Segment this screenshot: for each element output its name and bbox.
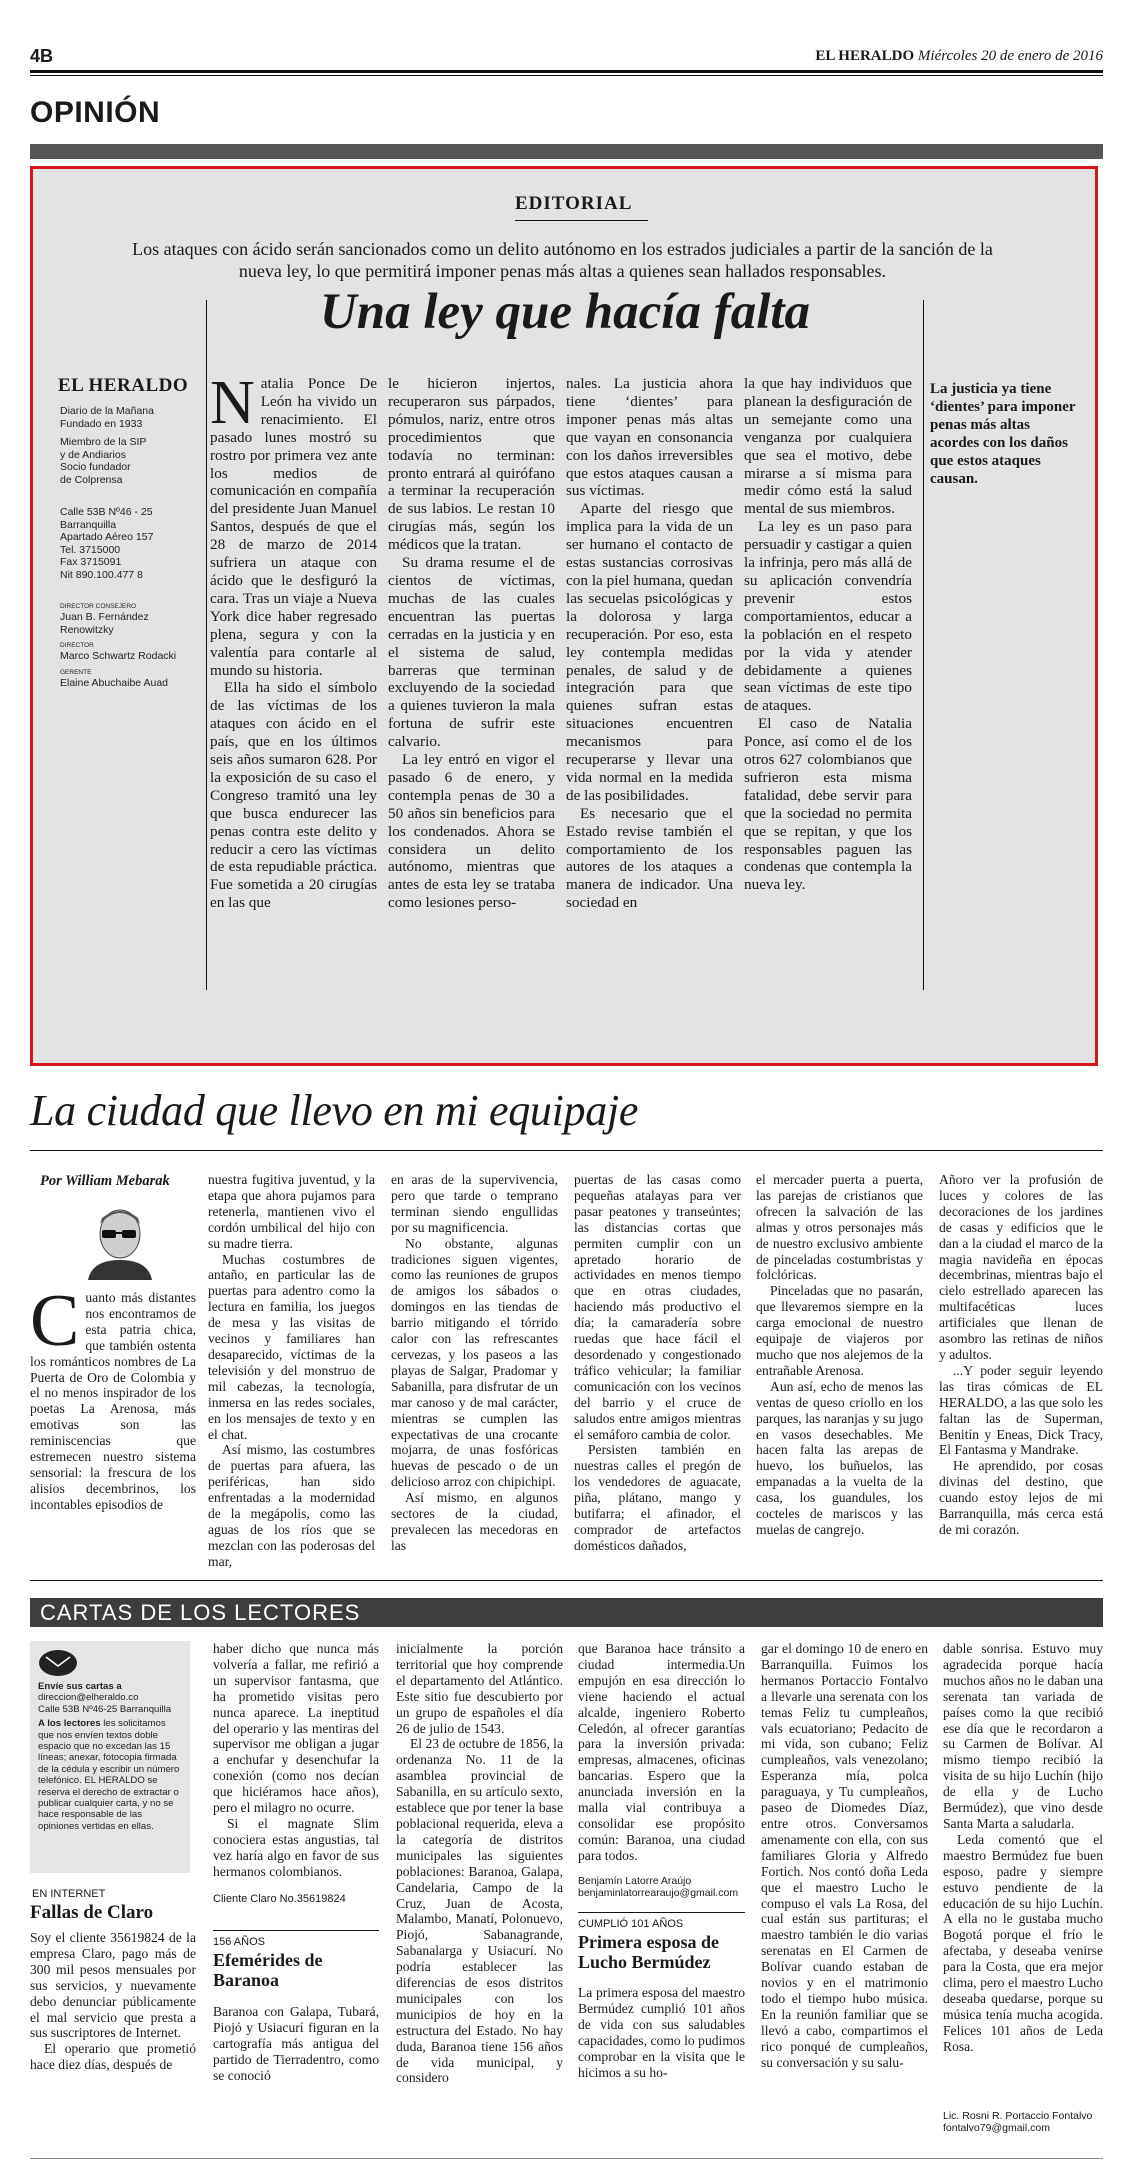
paragraph: haber dicho que nunca más volvería a fallar, me refirió a un supervisor fantasma, que ha prometido visitas pero nunca aparece. La ineptitud del operario y las mentiras del supervisor me obligan a jugar a enchufar y desenchufar la conexión (como nos decían que hiciéramos hace años), pero el milagro no ocurre. <box>213 1641 379 1816</box>
staff-name: Juan B. Fernández Renowitzky <box>60 611 149 636</box>
paragraph: atalia Ponce De León ha vivido un renacimiento. El pasado lunes mostró su rostro por primera vez ante los medios de comunicación en compañía del presidente Juan Manuel Santos, después de que el 28 de marzo de 2014 sufriera un ataque con ácido que le desfiguró la cara. Tras un viaje a Nueva York dice haber regresado plena, segura y con la valentía para contarle al mundo su historia. <box>210 375 377 679</box>
letter3-signature <box>943 2110 1092 2134</box>
paragraph: Así mismo, las costumbres de puertas para afuera, las periféricas, han sido enfrentadas a la modernidad de la megápolis, como las aguas de los ríos que se mezclan con las poderosas del mar, <box>208 1442 375 1569</box>
editorial-column-4 <box>744 375 912 990</box>
column-byline: Por William Mebarak <box>40 1173 170 1189</box>
signature-email: benjaminlatorrearaujo@gmail.com <box>578 1887 739 1899</box>
column-headline: La ciudad que llevo en mi equipaje <box>30 1086 639 1135</box>
editorial-label: EDITORIAL <box>515 193 633 214</box>
masthead-info <box>60 405 200 689</box>
paragraph: nuestra fugitiva juventud, y la etapa que ahora pujamos para retenerla, mantienen vivo el cordón umbilical del hijo con su madre tierra. <box>208 1172 375 1251</box>
paragraph: uanto más distantes nos encontramos de esta patria chica, que también ostenta los románticos nombres de La Puerta de Oro de Colombia y el no menos inspirador de los poetas La Arenosa, más emotivas son las reminiscencias que estremecen nuestro sistema sensorial: la frescura de los alisios decembrinos, los incontables episodios de <box>30 1290 196 1512</box>
paragraph: el mercader puerta a puerta, las parejas de cristianos que ofrecen la salvación de las almas y otros personajes más de nuestro exclusivo ambiente de pinceladas costumbristas y folclóricas. <box>756 1172 923 1283</box>
page-number: 4B <box>30 46 54 66</box>
editorial-pullquote: La justicia ya tiene ‘dientes’ para imponer penas más altas acordes con los daños que estos ataques causan. <box>930 381 1076 487</box>
masthead-address: Calle 53B Nº46 - 25 <box>60 506 153 518</box>
paragraph: El 23 de octubre de 1856, la ordenanza No. 11 de la asamblea provincial de Sabanilla, en su artículo sexto, establece que por tener la base poblacional requerida, eleva a la categoría de distritos municipales las siguientes poblaciones: Baranoa, Galapa, Candelaria, Campo de la Cruz, Juan de Acosta, Malambo, Manatí, Polonuevo, Piojó, Sabanagrande, Sabanalarga y Usiacurí. No podría establecer las diferencias de esos distritos municipales con los municipios de hoy en la estructura del Estado. No hay duda, Baranoa tiene 156 años de vida municipal, y considero <box>396 1736 563 2086</box>
paragraph: gar el domingo 10 de enero en Barranquilla. Fuimos los hermanos Portaccio Fontalvo a llevarle una serenata con los temas Feliz tu cumpleaños, vals ecuatoriano; Pedacito de mi vida, son cubano; Feliz cumpleaños, vals venezolano; Esperanza mía, polca paraguaya, y Tu cumpleaños, paseo de Diomedes Díaz, entre otros. Conversamos amenamente con ella, con sus familiares Gloria y Alfredo Fortich. Nos contó doña Leda que el maestro Lucho le compuso el vals La Rosa, del cual están sus partituras; el maestro también le dio varias serenatas en El Carmen de Bolívar cuando estaban de novios y en el matrimonio todo el tiempo hubo música. En la reunión familiar que se llevó a cabo, compartimos el rico ponqué de cumpleaños, su conversación y su salu- <box>761 1641 928 2070</box>
readers-text: les solicitamos que nos envíen textos doble espacio que no excedan las 15 líneas; anexar, fotocopia firmada de la cédula y escribir un número telefónico. EL HERALDO se reserva el derecho de extractar o publicar cualquier carta, y no se hace responsable de las opiniones vertidas en ellas. <box>38 1718 180 1832</box>
letter2-kicker: 156 AÑOS <box>213 1936 265 1948</box>
column-text-3 <box>391 1172 558 1553</box>
header-rule-thin <box>30 75 1103 76</box>
paragraph: Añoro ver la profusión de luces y colores de las decoraciones de los jardines de casas y edificios que le dan a la ciudad el marco de la magia navideña en épocas decembrinas, mientras bajo el cielo estrellado aparecen las multifacéticas luces artificiales que llenan de asombro las retinas de niños y adultos. <box>939 1172 1103 1362</box>
paragraph: No obstante, algunas tradiciones siguen vigentes, como las reuniones de grupos de amigos los sábados o domingos en las tiendas de barrio mitigando el tórrido calor con las refrescantes cervezas, y los paseos a las playas de Salgar, Pradomar y Sabanilla, para disfrutar de un mar canoso y de mal carácter, mientras se cumplen las expectativas de una crocante mojarra, de unas fosfóricas huevas de pescado o de un delicioso arroz con chipichipi. <box>391 1235 558 1490</box>
letter2-title: Efemérides de Baranoa <box>213 1950 323 1990</box>
letter3-rule <box>578 1912 745 1913</box>
section-bar <box>30 144 1103 159</box>
editorial-column-1 <box>210 369 377 990</box>
editorial-summary: Los ataques con ácido serán sancionados como un delito autónomo en los estrados judiciales a partir de la sanción de la nueva ley, lo que permitirá imponer penas más altas a quienes sean hallados responsables. <box>132 239 993 281</box>
masthead-line: Miembro de la SIP <box>60 436 147 448</box>
paragraph: Es necesario que el Estado revise también el comportamiento de los autores de los ataques a manera de indicador. Una sociedad en <box>566 804 733 912</box>
issue-date: Miércoles 20 de enero de 2016 <box>917 48 1103 64</box>
paragraph: en aras de la supervivencia, pero que tarde o temprano terminan siendo engullidas por su magnificencia. <box>391 1172 558 1235</box>
letter1-text-a <box>30 1930 196 2145</box>
letter3-kicker: CUMPLIÓ 101 AÑOS <box>578 1918 684 1930</box>
envelope-icon <box>38 1649 78 1677</box>
paragraph: Pinceladas que no pasarán, que llevaremos siempre en la carga emocional de nuestro equipaje de viajeros por mucho que nos alejemos de la entrañable Arenosa. <box>756 1283 923 1378</box>
letter1-text-b <box>213 1641 379 1906</box>
masthead-address: Barranquilla <box>60 518 117 531</box>
paragraph: Muchas costumbres de antaño, en particular las de puertas para adentro como la lectura en familia, los juegos de mesa y las visitas de vecinos y familiares han desaparecido, víctimas de la televisión y del monstruo de mil cabezas, la tecnología, inmersa en las redes sociales, en los mensajes de texto y en el chat. <box>208 1251 375 1442</box>
editorial-column-2 <box>388 375 555 990</box>
send-address: Calle 53B Nº46-25 Barranquilla <box>38 1703 172 1715</box>
paragraph: dable sonrisa. Estuvo muy agradecida porque hacía muchos años no le daban una serenata tan variada de países como la que recibió ese día que le recordaron a su Carmen de Bolívar. Al mismo tiempo recibió la visita de su hijo Luchín (hijo de ella y de Lucho Bermúdez), que vino desde Santa Marta a saludarla. <box>943 1641 1103 1831</box>
paragraph: Aparte del riesgo que implica para la vida de un ser humano el contacto de estas sustancias corrosivas con la piel humana, quedan las secuelas psicológicas y la dolorosa y larga recuperación. Por eso, esta ley contempla medidas penales, de salud y de integración para que quienes sufran estas situaciones encuentren mecanismos para recuperarse y llevar una vida normal en la medida de las posibilidades. <box>566 500 733 804</box>
staff-role: DIRECTOR <box>60 642 94 649</box>
masthead-address: Tel. 3715000 <box>60 543 121 556</box>
readers-lead: A los lectores <box>38 1718 101 1730</box>
paragraph: Así mismo, en algunos sectores de la ciudad, prevalecen las mecedoras en las <box>391 1490 558 1553</box>
signature-name: Benjamín Latorre Araújo <box>578 1875 692 1887</box>
paragraph: Si el magnate Slim conociera estas angustias, tal vez haría algo en favor de sus hermanos colombianos. <box>213 1815 379 1879</box>
pullquote-divider <box>923 300 924 990</box>
cartas-top-rule <box>30 1580 1103 1581</box>
paragraph: La ley es un paso para persuadir y castigar a quien la infrinja, pero más allá de su aplicación convendría prevenir estos comportamientos, educar a la población en el respeto por la vida y atender debidamente a quienes sean víctimas de este tipo de ataques. <box>744 518 912 715</box>
staff-name: Marco Schwartz Rodacki <box>60 650 177 662</box>
letter1-title: Fallas de Claro <box>30 1902 154 1923</box>
paragraph: la que hay individuos que planean la desfiguración de un semejante como una venganza por cualquiera que sea el motivo, debe mirarse a sí misma para medir cómo está la salud mental de sus miembros. <box>744 375 912 518</box>
paragraph: ...Y poder seguir leyendo las tiras cómicas de EL HERALDO, a las que solo les faltan las de Superman, Benitín y Eneas, Dick Tracy, El Fantasma y Mandrake. <box>939 1362 1103 1458</box>
letter2-text-a <box>213 2004 379 2145</box>
paragraph: inicialmente la porción territorial que hoy comprende el departamento del Atlántico. Este sitio fue descubierto por un grupo de españoles el día 26 de julio de 1543. <box>396 1641 563 1736</box>
paragraph: El operario que prometió hace diez días, después de <box>30 2041 196 2073</box>
send-email: direccion@elheraldo.co <box>38 1692 139 1704</box>
readers-note <box>38 1718 182 1832</box>
staff-role: GERENTE <box>60 668 92 676</box>
header-rule <box>30 70 1103 73</box>
letter3-title: Primera esposa de Lucho Bermúdez <box>578 1932 719 1972</box>
paragraph: Baranoa con Galapa, Tubará, Piojó y Usiacurí figuran en la cartografía más antigua del partido de Tierradentro, como se conoció <box>213 2004 379 2083</box>
author-avatar <box>80 1200 158 1280</box>
letter2-text-c <box>578 1641 745 1876</box>
paragraph: He aprendido, por cosas divinas del destino, que cuando estoy lejos de mi Barranquilla, más cerca está de mi corazón. <box>939 1458 1103 1537</box>
staff-role: DIRECTOR CONSEJERO <box>60 603 137 610</box>
letter3-text-c <box>943 1641 1103 2116</box>
letter2-rule <box>213 1930 379 1931</box>
paragraph: Leda comentó que el maestro Bermúdez fue buen esposo, padre y siempre estuvo pendiente de la educación de su hijo Luchín. A ella no le gustaba mucho Bogotá porque el frío le afectaba, y deseaba venirse para la Costa, que era mejor clima, pero el maestro Lucho deseaba quedarse, porque su música tenía mucha acogida. Felices 101 años de Leda Rosa. <box>943 1831 1103 2054</box>
cartas-title-bar <box>30 1598 1103 1627</box>
paper-name: EL HERALDO <box>815 48 915 64</box>
masthead-divider <box>206 300 207 990</box>
paragraph: Soy el cliente 35619824 de la empresa Claro, pago más de 300 mil pesos mensuales por sus servicios, y nuevamente debo denunciar públicamente el mal servicio que presta a sus suscriptores de Internet. <box>30 1930 196 2041</box>
page-bottom-rule <box>30 2158 1103 2159</box>
letter2-signature <box>578 1875 738 1899</box>
cartas-info-box <box>30 1641 190 1873</box>
masthead-line: Socio fundador <box>60 461 131 473</box>
cartas-title: CARTAS DE LOS LECTORES <box>40 1600 361 1625</box>
editorial-column-3 <box>566 375 733 990</box>
masthead-line: y de Andiarios <box>60 448 126 461</box>
paragraph: nales. La justicia ahora tiene ‘dientes’ para imponer penas más altas que vayan en consonancia con los daños irreversibles que estos ataques causan a sus víctimas. <box>566 375 733 500</box>
staff-name: Elaine Abuchaibe Auad <box>60 676 169 689</box>
signature-email: fontalvo79@gmail.com <box>943 2122 1050 2134</box>
letter1-signature: Cliente Claro No.35619824 <box>213 1893 346 1905</box>
paragraph: La ley entró en vigor el pasado 6 de enero, y contempla penas de 30 a 50 años sin beneficios para los condenados. Ahora se considera un delito autónomo, mientras que antes de esta ley se trataba como lesiones perso- <box>388 751 555 912</box>
paragraph: Ella ha sido el símbolo de las víctimas de los ataques con ácido en el país, que en los últimos seis años sumaron 628. Por la exposición de su caso el Congreso tramitó una ley que busca endurecer las penas contra este delito y reducir a cero las víctimas de esta repudiable práctica. Fue sometida a 20 cirugías en las que <box>210 679 377 912</box>
masthead-line: de Colprensa <box>60 473 123 486</box>
letter3-text-a <box>578 1985 745 2145</box>
masthead-address: Apartado Aéreo 157 <box>60 531 154 543</box>
paragraph: Persisten también en nuestras calles el pregón de los vendedores de aguacate, piña, plátano, mango y butifarra; el afinador, el comprador de artefactos domésticos dañados, <box>574 1442 741 1553</box>
masthead-address: Nit 890.100.477 8 <box>60 568 143 581</box>
column-text-5 <box>756 1172 923 1538</box>
paragraph: Aun así, echo de menos las ventas de queso criollo en los parques, las naranjas y su jugo en vasos desechables. Me hacen falta las arepas de huevo, los buñuelos, las empanadas a la vuelta de la casa, los guandules, los cocteles de mariscos y las muelas de cangrejo. <box>756 1378 923 1537</box>
editorial-headline: Una ley que hacía falta <box>319 284 811 340</box>
column-text-4 <box>574 1172 741 1553</box>
letter1-kicker: EN INTERNET <box>32 1888 106 1900</box>
paragraph: La primera esposa del maestro Bermúdez cumplió 101 años de vida con sus saludables capacidades, como lo pudimos comprobar en la visita que le hicimos a su ho- <box>578 1985 745 2080</box>
masthead-line: Diario de la Mañana <box>60 405 154 417</box>
masthead-line: Fundado en 1933 <box>60 417 143 430</box>
paragraph: El caso de Natalia Ponce, así como el de los otros 627 colombianos que sufrieron esta misma fatalidad, debe servir para que la sociedad no permita que se repitan, y que los responsables paguen las condenas que contempla la nueva ley. <box>744 715 912 894</box>
send-title: Envíe sus cartas a <box>38 1681 122 1692</box>
paragraph: que Baranoa hace tránsito a ciudad intermedia.Un empujón en esa dirección lo viene haciendo el actual alcalde, ingeniero Roberto Celedón, al ofrecer garantías para la inversión privada: empresas, almacenes, oficinas bancarias. Espero que la anunciada inversión en la malla vial contribuya a consolidar ese propósito común: Baranoa, una ciudad para todos. <box>578 1641 745 1863</box>
column-dropcap: C <box>30 1280 80 1362</box>
paragraph: le hicieron injertos, recuperaron sus párpados, pómulos, nariz, entre otros procedimientos que todavía no terminan: pronto entrará al quirófano a terminar la recuperación de sus labios. Le restan 10 cirugías más, según los médicos que la tratan. <box>388 375 555 554</box>
header-paper-date <box>815 48 1103 65</box>
paragraph: puertas de las casas como pequeñas atalayas para ver pasar peatones y transeúntes; las distancias cortas que permiten cumplir con un apretado horario de actividades en menos tiempo que en otras ciudades, haciendo más productivo el día; la camaradería sobre ruedas que hace fácil el desordenado y congestionado tráfico vehicular; la familiar comunicación con los vecinos del barrio y el cruce de saludos entre amigos mientras el semáforo cambia de color. <box>574 1172 741 1442</box>
letter2-text-b <box>396 1641 563 2146</box>
signature-name: Lic. Rosni R. Portaccio Fontalvo <box>943 2110 1093 2122</box>
paragraph: Su drama resume el de cientos de víctimas, muchas de las cuales encuentran las puertas cerradas en la justicia y en el sistema de salud, barreras que terminan excluyendo de la sociedad a quienes tuvieron la mala fortuna de sufrir este calvario. <box>388 554 555 751</box>
editorial-label-rule <box>515 220 648 221</box>
column-text-2 <box>208 1172 375 1569</box>
editorial-dropcap: N <box>210 369 255 437</box>
column-text-1 <box>30 1280 196 1538</box>
section-title: OPINIÓN <box>30 96 161 129</box>
masthead-address: Fax 3715091 <box>60 556 122 568</box>
column-text-6 <box>939 1172 1103 1538</box>
letter3-text-b <box>761 1641 928 2146</box>
masthead-name: EL HERALDO <box>58 375 189 396</box>
column-headline-rule <box>30 1150 1103 1151</box>
